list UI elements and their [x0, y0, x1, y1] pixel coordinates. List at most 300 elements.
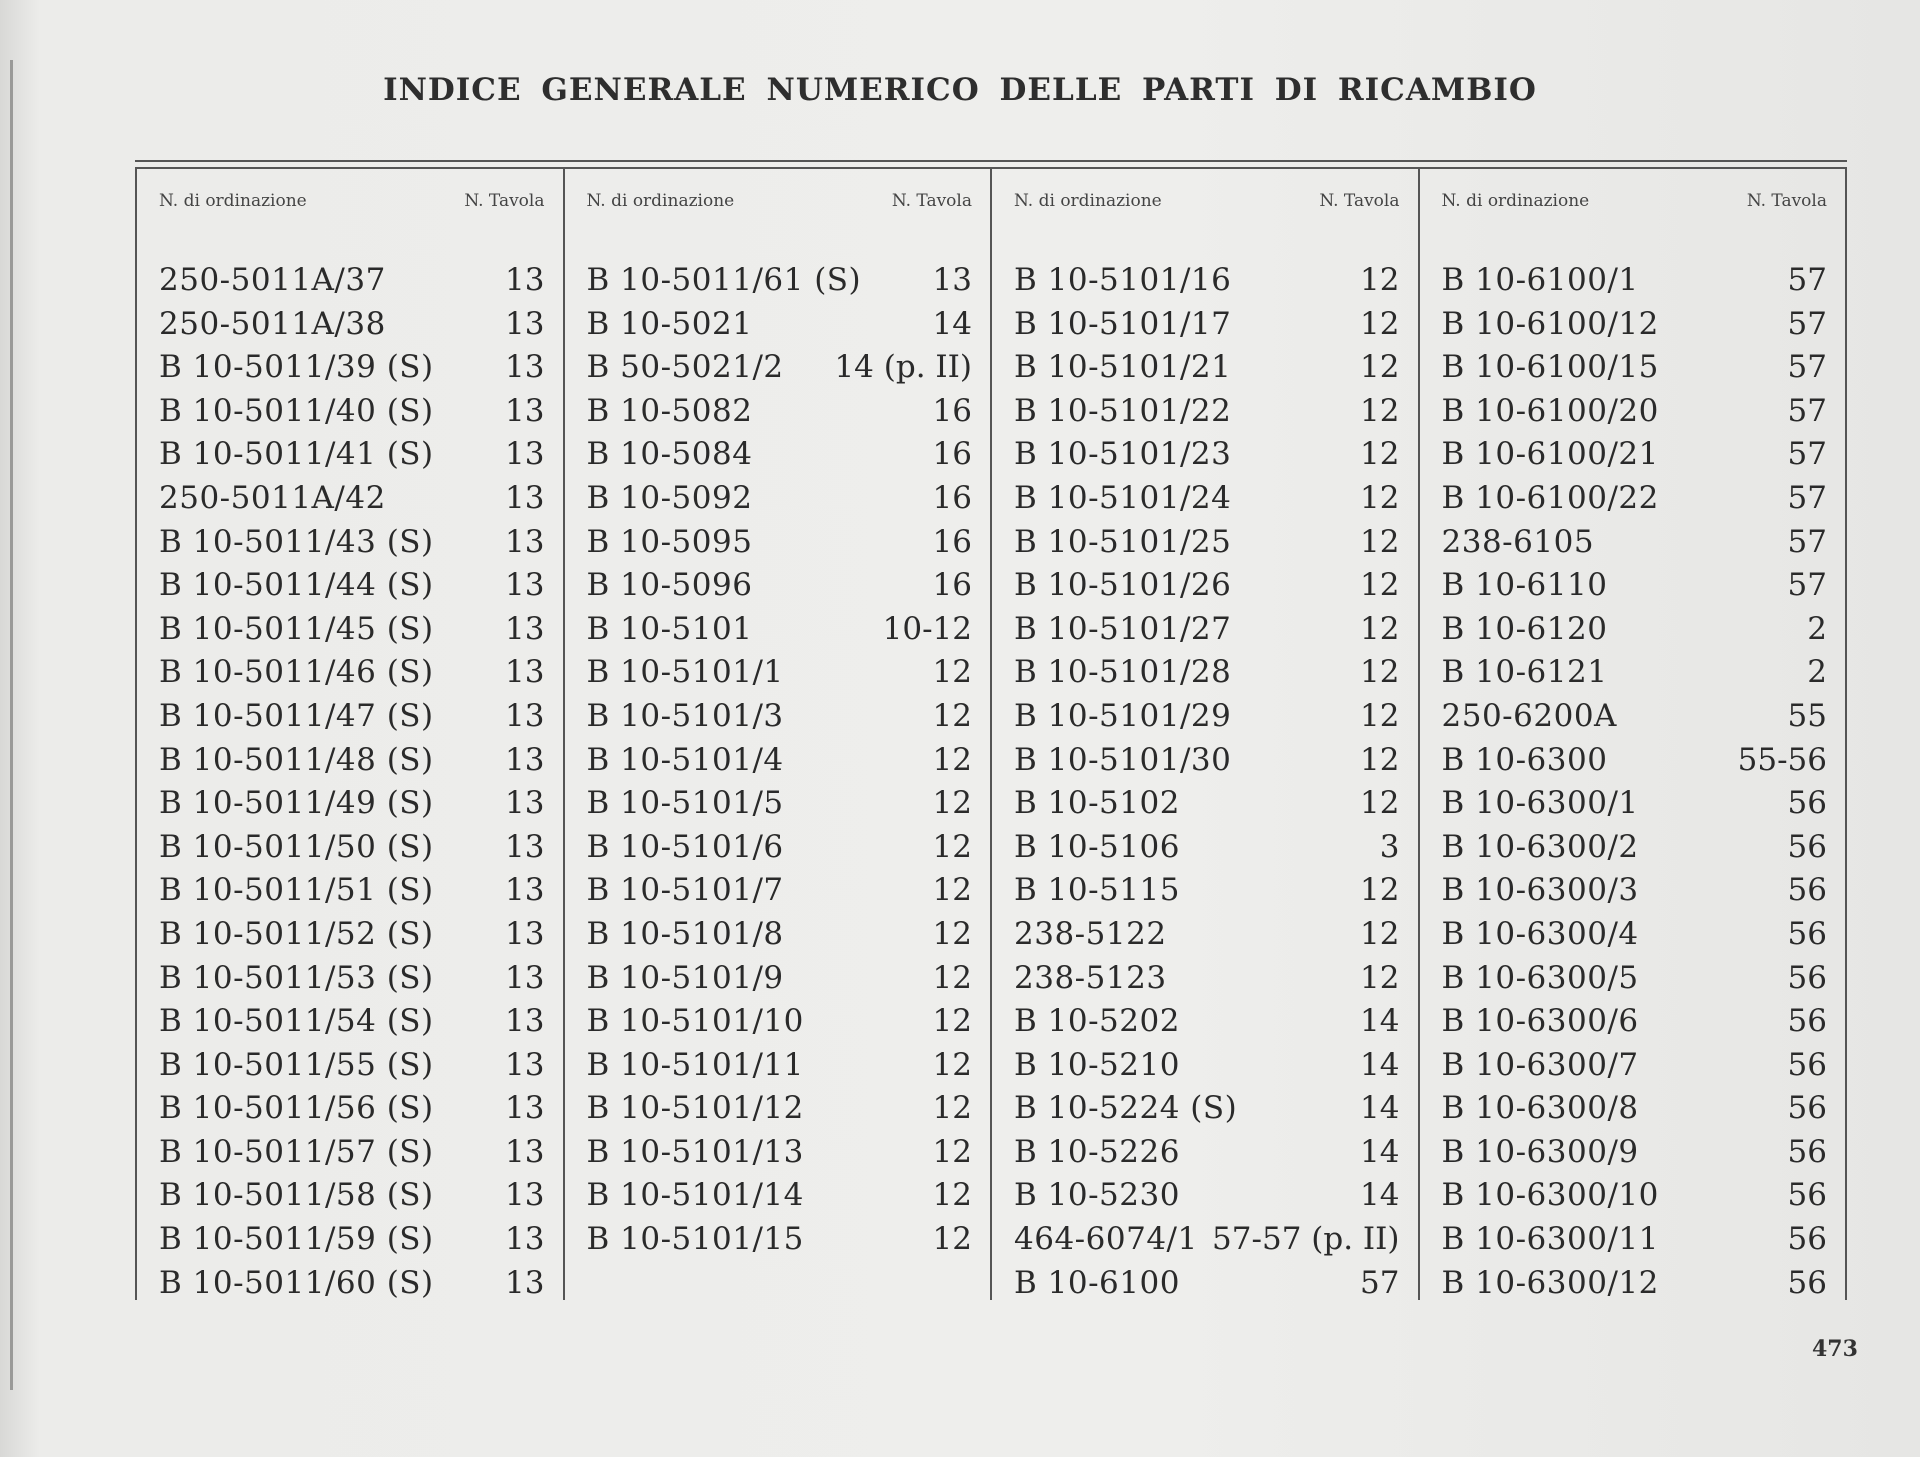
plate-number: 12: [1360, 523, 1400, 560]
table-row: [1442, 1177, 1828, 1221]
plate-number: 56: [1787, 1090, 1827, 1127]
table-row: [1442, 524, 1828, 568]
plate-number: 13: [505, 349, 545, 386]
table-row: [587, 1221, 973, 1265]
table-row: [1442, 1047, 1828, 1091]
plate-number: 56: [1787, 915, 1827, 952]
plate-number: 12: [1360, 654, 1400, 691]
table-row: [1442, 1003, 1828, 1047]
table-row: [159, 611, 545, 655]
plate-number: 13: [505, 785, 545, 822]
plate-number: 2: [1807, 654, 1827, 691]
table-row: [1014, 1090, 1400, 1134]
plate-number: 16: [932, 436, 972, 473]
plate-number: 12: [1360, 349, 1400, 386]
index-column-2: [563, 168, 991, 1300]
plate-number: 13: [505, 741, 545, 778]
plate-number: 12: [1360, 915, 1400, 952]
plate-number: 13: [505, 262, 545, 298]
part-order-number: B 10-6300/9: [1441, 1133, 1639, 1170]
table-row: [159, 742, 545, 786]
header-order-number: N. di ordinazione: [1014, 191, 1162, 211]
plate-number: 16: [932, 479, 972, 516]
table-row: [1014, 1134, 1400, 1178]
plate-number: 14: [932, 305, 972, 342]
table-row: [1442, 349, 1828, 393]
plate-number: 13: [505, 872, 545, 909]
part-order-number: 250-5011A/38: [159, 305, 386, 342]
plate-number: 12: [1360, 436, 1400, 473]
table-row: [159, 1134, 545, 1178]
table-row: [1442, 393, 1828, 437]
table-row: [587, 698, 973, 742]
table-row: [1014, 785, 1400, 829]
part-order-number: 250-5011A/42: [159, 479, 386, 516]
plate-number: 13: [505, 1003, 545, 1040]
table-row: [159, 1047, 545, 1091]
table-row: [1014, 480, 1400, 524]
part-order-number: B 10-5011/53 (S): [159, 959, 434, 996]
plate-number: 13: [505, 1264, 545, 1301]
row-list: [1014, 262, 1400, 1308]
plate-number: 56: [1787, 1133, 1827, 1170]
part-order-number: B 10-5011/60 (S): [159, 1264, 434, 1301]
plate-number: 16: [932, 523, 972, 560]
index-column-4: [1418, 168, 1848, 1300]
part-order-number: B 10-6100/12: [1441, 305, 1659, 342]
row-list: [587, 262, 973, 1265]
part-order-number: B 10-6100/1: [1441, 262, 1639, 298]
column-header: [159, 168, 545, 228]
plate-number: 57: [1787, 262, 1827, 298]
plate-number: 56: [1787, 1221, 1827, 1258]
part-order-number: B 10-5101/11: [586, 1046, 804, 1083]
table-row: [159, 829, 545, 873]
part-order-number: B 10-5101/4: [586, 741, 784, 778]
page-binding-edge: [10, 60, 13, 1390]
table-row: [159, 916, 545, 960]
part-order-number: 238-6105: [1441, 523, 1595, 560]
plate-number: 12: [932, 654, 972, 691]
plate-number: 13: [505, 1177, 545, 1214]
plate-number: 13: [505, 1221, 545, 1258]
table-row: [587, 262, 973, 306]
part-order-number: B 10-5011/48 (S): [159, 741, 434, 778]
part-order-number: B 10-6110: [1441, 567, 1608, 604]
part-order-number: B 10-5101/29: [1014, 697, 1232, 734]
table-row: [587, 829, 973, 873]
plate-number: 13: [505, 523, 545, 560]
column-header: [1442, 168, 1828, 228]
part-order-number: B 10-5101/22: [1014, 392, 1232, 429]
plate-number: 12: [932, 959, 972, 996]
plate-number: 12: [1360, 697, 1400, 734]
table-row: [1442, 306, 1828, 350]
plate-number: 57: [1787, 392, 1827, 429]
part-order-number: B 10-5096: [586, 567, 753, 604]
header-table-number: N. Tavola: [1746, 191, 1827, 211]
plate-number: 13: [932, 262, 972, 298]
table-row: [1442, 1265, 1828, 1309]
part-order-number: B 10-5101/23: [1014, 436, 1232, 473]
table-row: [587, 916, 973, 960]
parts-index-table: [135, 168, 1847, 1300]
part-order-number: B 10-5230: [1014, 1177, 1180, 1214]
table-row: [1442, 960, 1828, 1004]
table-row: [159, 306, 545, 350]
table-row: [159, 960, 545, 1004]
part-order-number: B 10-5011/39 (S): [159, 349, 434, 386]
plate-number: 55-56: [1737, 741, 1827, 778]
plate-number: 16: [932, 567, 972, 604]
table-row: [1014, 393, 1400, 437]
table-row: [159, 349, 545, 393]
header-table-number: N. Tavola: [891, 191, 972, 211]
plate-number: 12: [932, 741, 972, 778]
plate-number: 14: [1360, 1133, 1400, 1170]
part-order-number: B 10-5011/43 (S): [159, 523, 434, 560]
part-order-number: B 10-6120: [1441, 610, 1608, 647]
table-row: [1014, 1177, 1400, 1221]
part-order-number: B 10-5095: [586, 523, 753, 560]
table-row: [1442, 872, 1828, 916]
header-order-number: N. di ordinazione: [1441, 191, 1590, 211]
part-order-number: B 10-5101/25: [1014, 523, 1232, 560]
part-order-number: B 10-6300/8: [1441, 1090, 1639, 1127]
plate-number: 56: [1787, 1264, 1827, 1301]
plate-number: 57: [1787, 479, 1827, 516]
plate-number: 12: [1360, 872, 1400, 909]
table-row: [587, 654, 973, 698]
plate-number: 13: [505, 1133, 545, 1170]
plate-number: 56: [1787, 959, 1827, 996]
plate-number: 12: [932, 828, 972, 865]
plate-number: 3: [1379, 828, 1400, 865]
part-order-number: B 10-5101/7: [586, 872, 784, 909]
part-order-number: 250-6200A: [1441, 697, 1617, 734]
plate-number: 13: [505, 392, 545, 429]
plate-number: 14 (p. II): [834, 349, 972, 386]
part-order-number: B 10-5011/50 (S): [159, 828, 434, 865]
plate-number: 2: [1807, 610, 1827, 647]
plate-number: 13: [505, 828, 545, 865]
part-order-number: B 10-5226: [1014, 1133, 1180, 1170]
table-row: [1442, 567, 1828, 611]
plate-number: 12: [932, 1003, 972, 1040]
table-row: [1014, 742, 1400, 786]
index-column-1: [135, 168, 563, 1300]
table-row: [587, 1003, 973, 1047]
table-row: [1014, 1221, 1400, 1265]
table-row: [587, 349, 973, 393]
table-row: [1442, 698, 1828, 742]
table-row: [587, 785, 973, 829]
plate-number: 13: [505, 610, 545, 647]
part-order-number: B 10-5011/41 (S): [159, 436, 434, 473]
part-order-number: 238-5122: [1014, 915, 1167, 952]
plate-number: 12: [1360, 479, 1400, 516]
table-row: [1014, 829, 1400, 873]
table-row: [1014, 654, 1400, 698]
part-order-number: B 10-5011/52 (S): [159, 915, 434, 952]
part-order-number: B 10-5011/59 (S): [159, 1221, 434, 1258]
table-row: [587, 306, 973, 350]
header-order-number: N. di ordinazione: [586, 191, 735, 211]
part-order-number: B 10-5084: [586, 436, 753, 473]
table-row: [587, 1177, 973, 1221]
plate-number: 56: [1787, 785, 1827, 822]
table-row: [587, 1047, 973, 1091]
part-order-number: B 10-6100/22: [1441, 479, 1659, 516]
plate-number: 56: [1787, 828, 1827, 865]
plate-number: 57: [1787, 305, 1827, 342]
plate-number: 10-12: [882, 610, 972, 647]
part-order-number: B 10-5101/5: [586, 785, 784, 822]
part-order-number: B 10-5011/56 (S): [159, 1090, 434, 1127]
table-row: [1014, 567, 1400, 611]
table-row: [1014, 916, 1400, 960]
part-order-number: B 10-6300/5: [1441, 959, 1639, 996]
plate-number: 14: [1360, 1177, 1400, 1214]
plate-number: 12: [932, 872, 972, 909]
part-order-number: B 10-5011/61 (S): [586, 262, 862, 298]
part-order-number: B 10-5101/27: [1014, 610, 1232, 647]
part-order-number: B 10-5101/28: [1014, 654, 1232, 691]
plate-number: 16: [932, 392, 972, 429]
part-order-number: B 10-5011/40 (S): [159, 392, 434, 429]
table-row: [1014, 1003, 1400, 1047]
part-order-number: B 10-5202: [1014, 1003, 1180, 1040]
part-order-number: B 10-5101/14: [586, 1177, 804, 1214]
part-order-number: B 10-5224 (S): [1014, 1090, 1238, 1127]
table-row: [1442, 1221, 1828, 1265]
table-row: [1014, 349, 1400, 393]
plate-number: 56: [1787, 1003, 1827, 1040]
table-row: [159, 785, 545, 829]
table-row: [587, 1090, 973, 1134]
part-order-number: B 10-5101/3: [586, 697, 784, 734]
table-row: [159, 1265, 545, 1309]
part-order-number: B 10-5011/44 (S): [159, 567, 434, 604]
part-order-number: B 10-5101/8: [586, 915, 784, 952]
part-order-number: B 10-5011/49 (S): [159, 785, 434, 822]
plate-number: 12: [932, 1221, 972, 1258]
part-order-number: B 10-6300/1: [1441, 785, 1639, 822]
part-order-number: B 10-5101/17: [1014, 305, 1232, 342]
table-row: [1014, 872, 1400, 916]
plate-number: 13: [505, 479, 545, 516]
part-order-number: B 10-5011/57 (S): [159, 1133, 434, 1170]
row-list: [1442, 262, 1828, 1308]
part-order-number: B 10-6300/7: [1441, 1046, 1639, 1083]
plate-number: 12: [932, 697, 972, 734]
plate-number: 12: [932, 1133, 972, 1170]
table-row: [1442, 742, 1828, 786]
part-order-number: B 10-6300/6: [1441, 1003, 1639, 1040]
table-row: [1442, 436, 1828, 480]
table-row: [1014, 262, 1400, 306]
plate-number: 13: [505, 305, 545, 342]
part-order-number: B 10-5101/13: [586, 1133, 804, 1170]
plate-number: 13: [505, 1090, 545, 1127]
plate-number: 12: [1360, 610, 1400, 647]
table-row: [1014, 611, 1400, 655]
part-order-number: B 10-6100/20: [1441, 392, 1659, 429]
part-order-number: B 10-6100/15: [1441, 349, 1659, 386]
table-row: [1442, 1090, 1828, 1134]
part-order-number: B 10-5101/15: [586, 1221, 804, 1258]
part-order-number: B 10-5011/55 (S): [159, 1046, 434, 1083]
part-order-number: B 10-6300: [1441, 741, 1608, 778]
table-row: [159, 654, 545, 698]
plate-number: 12: [1360, 741, 1400, 778]
part-order-number: B 10-5106: [1014, 828, 1180, 865]
table-row: [587, 524, 973, 568]
table-row: [1442, 916, 1828, 960]
plate-number: 14: [1360, 1046, 1400, 1083]
top-rule: [135, 160, 1847, 162]
plate-number: 13: [505, 915, 545, 952]
page-number: 473: [1812, 1336, 1858, 1362]
plate-number: 57: [1787, 349, 1827, 386]
table-row: [159, 1177, 545, 1221]
plate-number: 13: [505, 654, 545, 691]
plate-number: 12: [1360, 262, 1400, 298]
plate-number: 57: [1787, 436, 1827, 473]
part-order-number: B 10-5101/30: [1014, 741, 1232, 778]
table-row: [587, 1134, 973, 1178]
header-table-number: N. Tavola: [1319, 191, 1400, 211]
plate-number: 55: [1787, 697, 1827, 734]
part-order-number: B 10-5082: [586, 392, 753, 429]
part-order-number: B 10-5101/21: [1014, 349, 1232, 386]
plate-number: 57-57 (p. II): [1212, 1221, 1400, 1258]
plate-number: 56: [1787, 872, 1827, 909]
plate-number: 57: [1360, 1264, 1400, 1301]
part-order-number: B 10-6121: [1441, 654, 1608, 691]
part-order-number: B 10-5011/45 (S): [159, 610, 434, 647]
part-order-number: B 50-5021/2: [586, 349, 784, 386]
part-order-number: B 10-6300/3: [1441, 872, 1639, 909]
table-row: [1442, 480, 1828, 524]
table-row: [1442, 611, 1828, 655]
part-order-number: B 10-5101/1: [586, 654, 784, 691]
part-order-number: B 10-5101/10: [586, 1003, 804, 1040]
table-row: [1442, 262, 1828, 306]
index-column-3: [990, 168, 1418, 1300]
part-order-number: B 10-6100/21: [1441, 436, 1659, 473]
table-row: [159, 1221, 545, 1265]
column-header: [1014, 168, 1400, 228]
part-order-number: B 10-6300/11: [1441, 1221, 1659, 1258]
table-row: [1442, 1134, 1828, 1178]
part-order-number: B 10-5101/26: [1014, 567, 1232, 604]
table-row: [587, 742, 973, 786]
plate-number: 12: [932, 785, 972, 822]
table-row: [159, 872, 545, 916]
part-order-number: B 10-6300/12: [1441, 1264, 1659, 1301]
table-row: [587, 393, 973, 437]
part-order-number: B 10-6100: [1014, 1264, 1180, 1301]
plate-number: 13: [505, 436, 545, 473]
table-row: [587, 480, 973, 524]
table-row: [159, 436, 545, 480]
part-order-number: B 10-5101: [586, 610, 753, 647]
table-row: [159, 480, 545, 524]
table-row: [159, 1090, 545, 1134]
plate-number: 12: [932, 1090, 972, 1127]
part-order-number: B 10-5101/12: [586, 1090, 804, 1127]
part-order-number: 238-5123: [1014, 959, 1167, 996]
page-title: INDICE GENERALE NUMERICO DELLE PARTI DI RICAMBIO: [383, 72, 1537, 108]
plate-number: 57: [1787, 523, 1827, 560]
part-order-number: B 10-5101/24: [1014, 479, 1232, 516]
table-row: [1014, 436, 1400, 480]
table-row: [1014, 1047, 1400, 1091]
plate-number: 12: [1360, 392, 1400, 429]
plate-number: 12: [932, 1046, 972, 1083]
table-row: [587, 436, 973, 480]
plate-number: 13: [505, 959, 545, 996]
header-table-number: N. Tavola: [464, 191, 545, 211]
table-row: [1442, 829, 1828, 873]
part-order-number: B 10-6300/4: [1441, 915, 1639, 952]
part-order-number: B 10-5092: [586, 479, 753, 516]
column-header: [587, 168, 973, 228]
table-row: [1014, 306, 1400, 350]
plate-number: 12: [1360, 567, 1400, 604]
plate-number: 12: [1360, 305, 1400, 342]
part-order-number: B 10-6300/10: [1441, 1177, 1659, 1214]
table-row: [1014, 698, 1400, 742]
plate-number: 13: [505, 567, 545, 604]
part-order-number: 250-5011A/37: [159, 262, 386, 298]
plate-number: 12: [932, 915, 972, 952]
part-order-number: B 10-5011/46 (S): [159, 654, 434, 691]
table-row: [159, 524, 545, 568]
table-row: [587, 611, 973, 655]
part-order-number: B 10-5011/47 (S): [159, 697, 434, 734]
plate-number: 13: [505, 697, 545, 734]
table-row: [587, 960, 973, 1004]
plate-number: 12: [932, 1177, 972, 1214]
table-row: [159, 393, 545, 437]
table-row: [587, 872, 973, 916]
part-order-number: B 10-5011/58 (S): [159, 1177, 434, 1214]
part-order-number: B 10-5102: [1014, 785, 1180, 822]
part-order-number: B 10-6300/2: [1441, 828, 1639, 865]
table-row: [1014, 1265, 1400, 1309]
part-order-number: B 10-5210: [1014, 1046, 1180, 1083]
part-order-number: B 10-5021: [586, 305, 753, 342]
plate-number: 14: [1360, 1003, 1400, 1040]
part-order-number: B 10-5101/16: [1014, 262, 1232, 298]
table-row: [1442, 785, 1828, 829]
table-row: [1442, 654, 1828, 698]
plate-number: 13: [505, 1046, 545, 1083]
table-row: [1014, 524, 1400, 568]
plate-number: 56: [1787, 1177, 1827, 1214]
table-row: [1014, 960, 1400, 1004]
table-row: [159, 567, 545, 611]
part-order-number: B 10-5115: [1014, 872, 1180, 909]
header-order-number: N. di ordinazione: [159, 191, 307, 211]
table-row: [159, 262, 545, 306]
plate-number: 12: [1360, 785, 1400, 822]
part-order-number: B 10-5011/51 (S): [159, 872, 434, 909]
part-order-number: B 10-5011/54 (S): [159, 1003, 434, 1040]
plate-number: 12: [1360, 959, 1400, 996]
